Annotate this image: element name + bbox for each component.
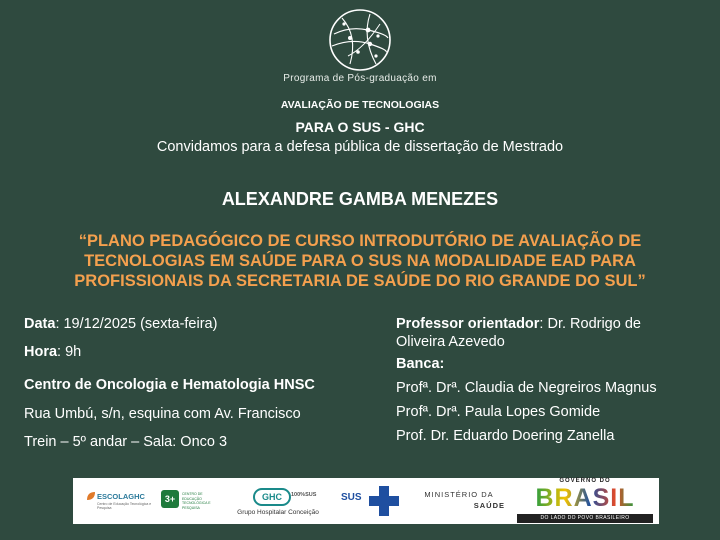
advisor-name-part2: Oliveira Azevedo: [396, 334, 505, 350]
ghc-mark: GHC: [253, 488, 291, 506]
ghc-logo: [223, 478, 333, 524]
governo-do-text: GOVERNO DO: [559, 478, 611, 484]
address-line1: Rua Umbú, s/n, esquina com Av. Francisco: [24, 406, 301, 422]
board-member: Profª. Drª. Claudia de Negreiros Magnus: [396, 380, 657, 396]
advisor-name-part1: : Dr. Rodrigo de: [539, 316, 641, 332]
three-plus-icon: 3+: [161, 490, 179, 508]
escola-ghc-logo: [85, 478, 157, 524]
time-value: : 9h: [57, 344, 82, 360]
centro-educacao-logo: [161, 478, 221, 524]
governo-brasil-logo: [513, 478, 657, 524]
ministerio-line1: MINISTÉRIO DA: [424, 490, 494, 499]
ghc-name: Grupo Hospitalar Conceição: [237, 509, 319, 516]
network-globe-logo: [328, 8, 392, 72]
program-name-line1: Programa de Pós-graduação em: [283, 73, 437, 84]
ministerio-line2: SAÚDE: [473, 501, 505, 510]
sus-cross-icon: [369, 486, 399, 516]
sus-text: SUS: [341, 492, 362, 503]
thesis-title: [40, 231, 680, 291]
board-member: Profª. Drª. Paula Lopes Gomide: [396, 404, 601, 420]
governo-slogan: DO LADO DO POVO BRASILEIRO: [517, 514, 653, 523]
date-label: Data: [24, 316, 56, 332]
thesis-title-line3: PROFISSIONAIS DA SECRETARIA DE SAÚDE DO RIO GRANDE DO SUL”: [74, 272, 646, 290]
time-label: Hora: [24, 344, 58, 360]
escola-ghc-subtitle: Centro de Educação Tecnológica e Pesquisa: [97, 502, 152, 510]
board-label: Banca:: [396, 356, 445, 372]
sponsor-logo-strip: [73, 478, 659, 524]
invitation-text: Convidamos para a defesa pública de dissertação de Mestrado: [156, 139, 564, 155]
date-value: : 19/12/2025 (sexta-feira): [55, 316, 218, 332]
program-name-line2: AVALIAÇÃO DE TECNOLOGIAS: [280, 99, 440, 111]
address-line2: Trein – 5º andar – Sala: Onco 3: [24, 434, 228, 450]
thesis-title-line1: “PLANO PEDAGÓGICO DE CURSO INTRODUTÓRIO DE AVALIAÇÃO DE: [78, 232, 642, 250]
sus-logo: [341, 478, 407, 524]
time-row: [24, 344, 81, 360]
escola-leaf-icon: [85, 490, 97, 502]
advisor-label: Professor orientador: [396, 316, 540, 332]
brasil-text: BRASIL: [535, 484, 635, 512]
student-name: ALEXANDRE GAMBA MENEZES: [221, 189, 499, 209]
board-member: Prof. Dr. Eduardo Doering Zanella: [396, 428, 615, 444]
escola-ghc-text: ESCOLAGHC: [97, 492, 145, 501]
thesis-title-line2: TECNOLOGIAS EM SAÚDE PARA O SUS NA MODALIDADE EAD PARA: [84, 252, 636, 270]
brasil-wordmark: [513, 484, 657, 512]
venue-name: Centro de Oncologia e Hematologia HNSC: [24, 377, 315, 393]
program-name-line3: PARA O SUS - GHC: [295, 119, 425, 135]
ghc-100-sus: 100%SUS: [291, 492, 317, 498]
advisor-row: [396, 316, 641, 332]
ministerio-saude-logo: [413, 478, 505, 524]
centro-educacao-text: CENTRO DE EDUCAÇÃO TECNOLÓGICA E PESQUISA: [182, 492, 211, 510]
date-row: [24, 316, 217, 332]
